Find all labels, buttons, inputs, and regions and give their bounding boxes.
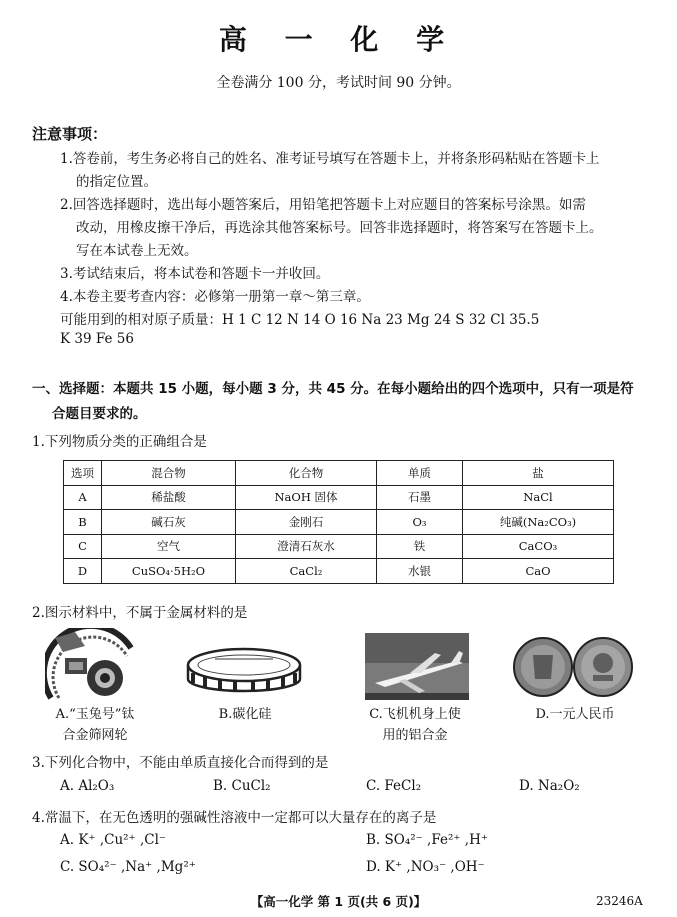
table-cell: 纯碱(Na₂CO₃) <box>463 510 614 535</box>
table-row <box>64 559 614 584</box>
question-4-stem: 4.常温下，在无色透明的强碱性溶液中一定都可以大量存在的离子是 <box>32 810 437 826</box>
airplane-image <box>365 633 469 700</box>
classification-table <box>63 460 614 584</box>
table-cell: 稀盐酸 <box>102 485 236 510</box>
section-heading: 合题目要求的。 <box>52 406 147 422</box>
notice-line: 3.考试结束后，将本试卷和答题卡一并收回。 <box>60 266 330 282</box>
table-cell: CaCO₃ <box>463 534 614 559</box>
table-cell: NaCl <box>463 485 614 510</box>
option-c-caption: 用的铝合金 <box>382 728 448 743</box>
lunar-rover-wheel-image <box>45 628 135 700</box>
table-cell: CaCl₂ <box>236 559 377 584</box>
page-title: 高 一 化 学 <box>218 23 459 56</box>
table-cell: 石墨 <box>377 485 463 510</box>
notice-line: K 39 Fe 56 <box>60 331 134 347</box>
exam-info: 全卷满分 100 分，考试时间 90 分钟。 <box>216 75 461 91</box>
question-1-stem: 1.下列物质分类的正确组合是 <box>32 434 207 450</box>
option-a-caption: 合金筛网轮 <box>62 728 128 743</box>
table-cell: D <box>64 559 102 584</box>
table-cell: 澄清石灰水 <box>236 534 377 559</box>
table-row <box>64 485 614 510</box>
option-c-caption: C.飞机机身上使 <box>369 707 461 722</box>
notice-heading: 注意事项： <box>32 125 108 143</box>
table-cell: O₃ <box>377 510 463 535</box>
question-4-option-a: A. K⁺ ,Cu²⁺ ,Cl⁻ <box>60 832 167 848</box>
notice-line: 可能用到的相对原子质量：H 1 C 12 N 14 O 16 Na 23 Mg 24 S 32 Cl 35.5 <box>60 312 540 328</box>
question-3-option-d: D. Na₂O₂ <box>519 778 580 794</box>
table-cell: 空气 <box>102 534 236 559</box>
notice-line: 的指定位置。 <box>76 174 157 190</box>
question-2-stem: 2.图示材料中，不属于金属材料的是 <box>32 605 248 621</box>
notice-line: 1.答卷前，考生务必将自己的姓名、准考证号填写在答题卡上，并将条形码粘贴在答题卡上 <box>60 151 600 167</box>
notice-line: 4.本卷主要考查内容：必修第一册第一章～第三章。 <box>60 289 370 305</box>
option-d-caption: D.一元人民币 <box>535 707 615 722</box>
table-header-row <box>64 461 614 486</box>
table-header-cell: 混合物 <box>102 461 236 486</box>
notice-line: 改动，用橡皮擦干净后，再选涂其他答案标号。回答非选择题时，将答案写在答题卡上。 <box>76 220 603 236</box>
table-cell: NaOH 固体 <box>236 485 377 510</box>
page-footer: 【高一化学 第 1 页(共 6 页)】 <box>250 894 427 909</box>
table-row <box>64 534 614 559</box>
question-3-option-b: B. CuCl₂ <box>213 778 271 794</box>
table-cell: 水银 <box>377 559 463 584</box>
table-cell: CuSO₄·5H₂O <box>102 559 236 584</box>
section-heading: 一、选择题：本题共 15 小题，每小题 3 分，共 45 分。在每小题给出的四个选项中，只有一项是符 <box>32 381 634 397</box>
table-header-cell: 化合物 <box>236 461 377 486</box>
table-cell: A <box>64 485 102 510</box>
notice-line: 2.回答选择题时，选出每小题答案后，用铅笔把答题卡上对应题目的答案标号涂黑。如需 <box>60 197 586 213</box>
table-header-cell: 单质 <box>377 461 463 486</box>
table-header-cell: 盐 <box>463 461 614 486</box>
table-cell: 铁 <box>377 534 463 559</box>
table-cell: B <box>64 510 102 535</box>
question-3-option-c: C. FeCl₂ <box>366 778 422 794</box>
notice-line: 写在本试卷上无效。 <box>76 243 198 259</box>
coin-image <box>513 635 633 699</box>
table-cell: C <box>64 534 102 559</box>
question-3-stem: 3.下列化合物中，不能由单质直接化合而得到的是 <box>32 755 329 771</box>
table-cell: 碱石灰 <box>102 510 236 535</box>
table-cell: 金刚石 <box>236 510 377 535</box>
option-b-caption: B.碳化硅 <box>218 707 272 722</box>
silicon-carbide-ring-image <box>185 645 303 693</box>
table-row <box>64 510 614 535</box>
paper-code: 23246A <box>596 894 643 908</box>
table-cell: CaO <box>463 559 614 584</box>
table-header-cell: 选项 <box>64 461 102 486</box>
question-4-option-b: B. SO₄²⁻ ,Fe²⁺ ,H⁺ <box>366 832 488 848</box>
option-a-caption: A.“玉兔号”钛 <box>55 707 135 722</box>
question-4-option-d: D. K⁺ ,NO₃⁻ ,OH⁻ <box>366 859 485 875</box>
question-3-option-a: A. Al₂O₃ <box>60 778 115 794</box>
question-4-option-c: C. SO₄²⁻ ,Na⁺ ,Mg²⁺ <box>60 859 196 875</box>
